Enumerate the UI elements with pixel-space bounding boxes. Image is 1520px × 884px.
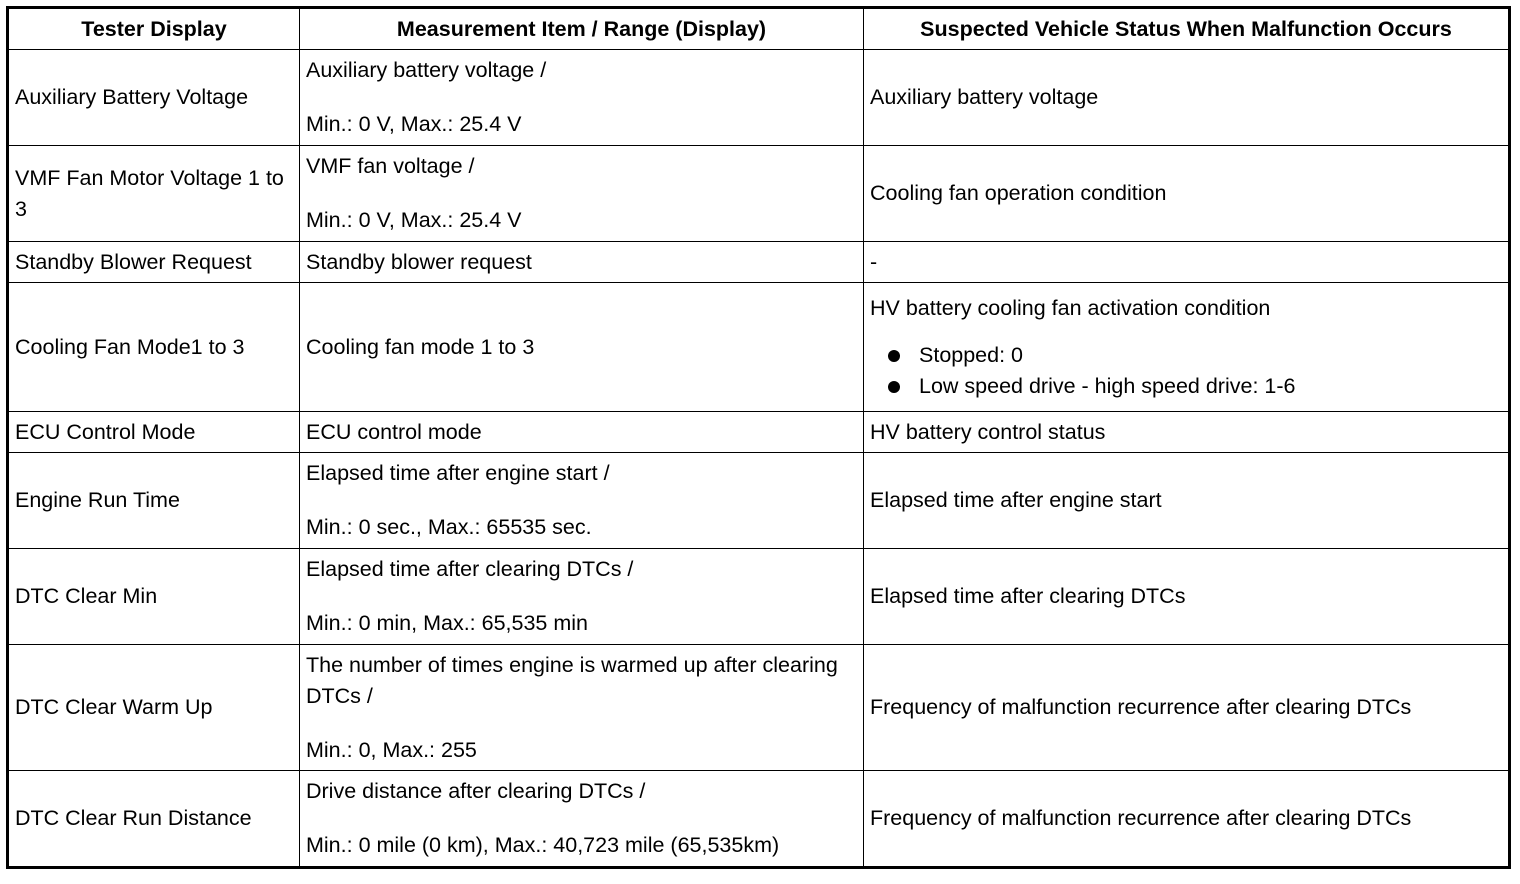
- measurement-label: Elapsed time after engine start /: [306, 461, 610, 485]
- cell-tester-display: Cooling Fan Mode1 to 3: [8, 283, 300, 412]
- cell-tester-display: Auxiliary Battery Voltage: [8, 50, 300, 146]
- table-row: [8, 283, 1510, 412]
- table-row: [8, 146, 1510, 242]
- cell-suspected-status: Frequency of malfunction recurrence after clearing DTCs: [864, 771, 1510, 868]
- measurement-label: Auxiliary battery voltage /: [306, 58, 547, 82]
- status-bullet-list: [870, 340, 1502, 402]
- cell-measurement-item: Standby blower request: [300, 242, 864, 283]
- cell-suspected-status: Elapsed time after engine start: [864, 453, 1510, 549]
- cell-measurement-item: Cooling fan mode 1 to 3: [300, 283, 864, 412]
- table-row: [8, 645, 1510, 771]
- cell-suspected-status: Elapsed time after clearing DTCs: [864, 549, 1510, 645]
- bullet-text: Stopped: 0: [919, 342, 1024, 367]
- status-text: HV battery cooling fan activation condition: [870, 295, 1271, 320]
- cell-suspected-status: -: [864, 242, 1510, 283]
- cell-suspected-status: Frequency of malfunction recurrence after clearing DTCs: [864, 645, 1510, 771]
- cell-tester-display: DTC Clear Run Distance: [8, 771, 300, 868]
- cell-measurement-item: ECU control mode: [300, 412, 864, 453]
- measurement-range: Min.: 0 mile (0 km), Max.: 40,723 mile (65,535km): [306, 833, 780, 857]
- measurement-range: Min.: 0 V, Max.: 25.4 V: [306, 112, 522, 136]
- header-tester-display: Tester Display: [8, 8, 300, 50]
- cell-suspected-status: Auxiliary battery voltage: [864, 50, 1510, 146]
- header-suspected-status: Suspected Vehicle Status When Malfunction Occurs: [864, 8, 1510, 50]
- measurement-range: Min.: 0, Max.: 255: [306, 737, 477, 762]
- cell-tester-display: ECU Control Mode: [8, 412, 300, 453]
- cell-measurement-item: [300, 771, 864, 868]
- measurement-label: VMF fan voltage /: [306, 154, 475, 178]
- cell-tester-display: Standby Blower Request: [8, 242, 300, 283]
- list-item: [870, 371, 1502, 402]
- cell-tester-display: DTC Clear Min: [8, 549, 300, 645]
- cell-suspected-status: [864, 283, 1510, 412]
- cell-measurement-item: [300, 645, 864, 771]
- cell-tester-display: DTC Clear Warm Up: [8, 645, 300, 771]
- cell-suspected-status: Cooling fan operation condition: [864, 146, 1510, 242]
- table-header-row: [8, 8, 1510, 50]
- cell-measurement-item: [300, 549, 864, 645]
- table-row: [8, 50, 1510, 146]
- table-row: [8, 242, 1510, 283]
- table-row: [8, 549, 1510, 645]
- measurement-label: Drive distance after clearing DTCs /: [306, 779, 646, 803]
- table-row: [8, 412, 1510, 453]
- cell-suspected-status: HV battery control status: [864, 412, 1510, 453]
- cell-measurement-item: [300, 50, 864, 146]
- table-row: [8, 771, 1510, 868]
- list-item: [870, 340, 1502, 371]
- measurement-range: Min.: 0 sec., Max.: 65535 sec.: [306, 515, 592, 539]
- bullet-text: Low speed drive - high speed drive: 1-6: [919, 373, 1296, 398]
- header-measurement-item: Measurement Item / Range (Display): [300, 8, 864, 50]
- data-list-table: [6, 6, 1511, 869]
- cell-measurement-item: [300, 453, 864, 549]
- measurement-range: Min.: 0 V, Max.: 25.4 V: [306, 208, 522, 232]
- table-row: [8, 453, 1510, 549]
- bullet-icon: [888, 381, 900, 393]
- measurement-label: The number of times engine is warmed up after clearing DTCs /: [306, 652, 838, 708]
- cell-tester-display: VMF Fan Motor Voltage 1 to 3: [8, 146, 300, 242]
- measurement-label: Elapsed time after clearing DTCs /: [306, 557, 634, 581]
- measurement-range: Min.: 0 min, Max.: 65,535 min: [306, 611, 588, 635]
- cell-tester-display: Engine Run Time: [8, 453, 300, 549]
- bullet-icon: [888, 350, 900, 362]
- cell-measurement-item: [300, 146, 864, 242]
